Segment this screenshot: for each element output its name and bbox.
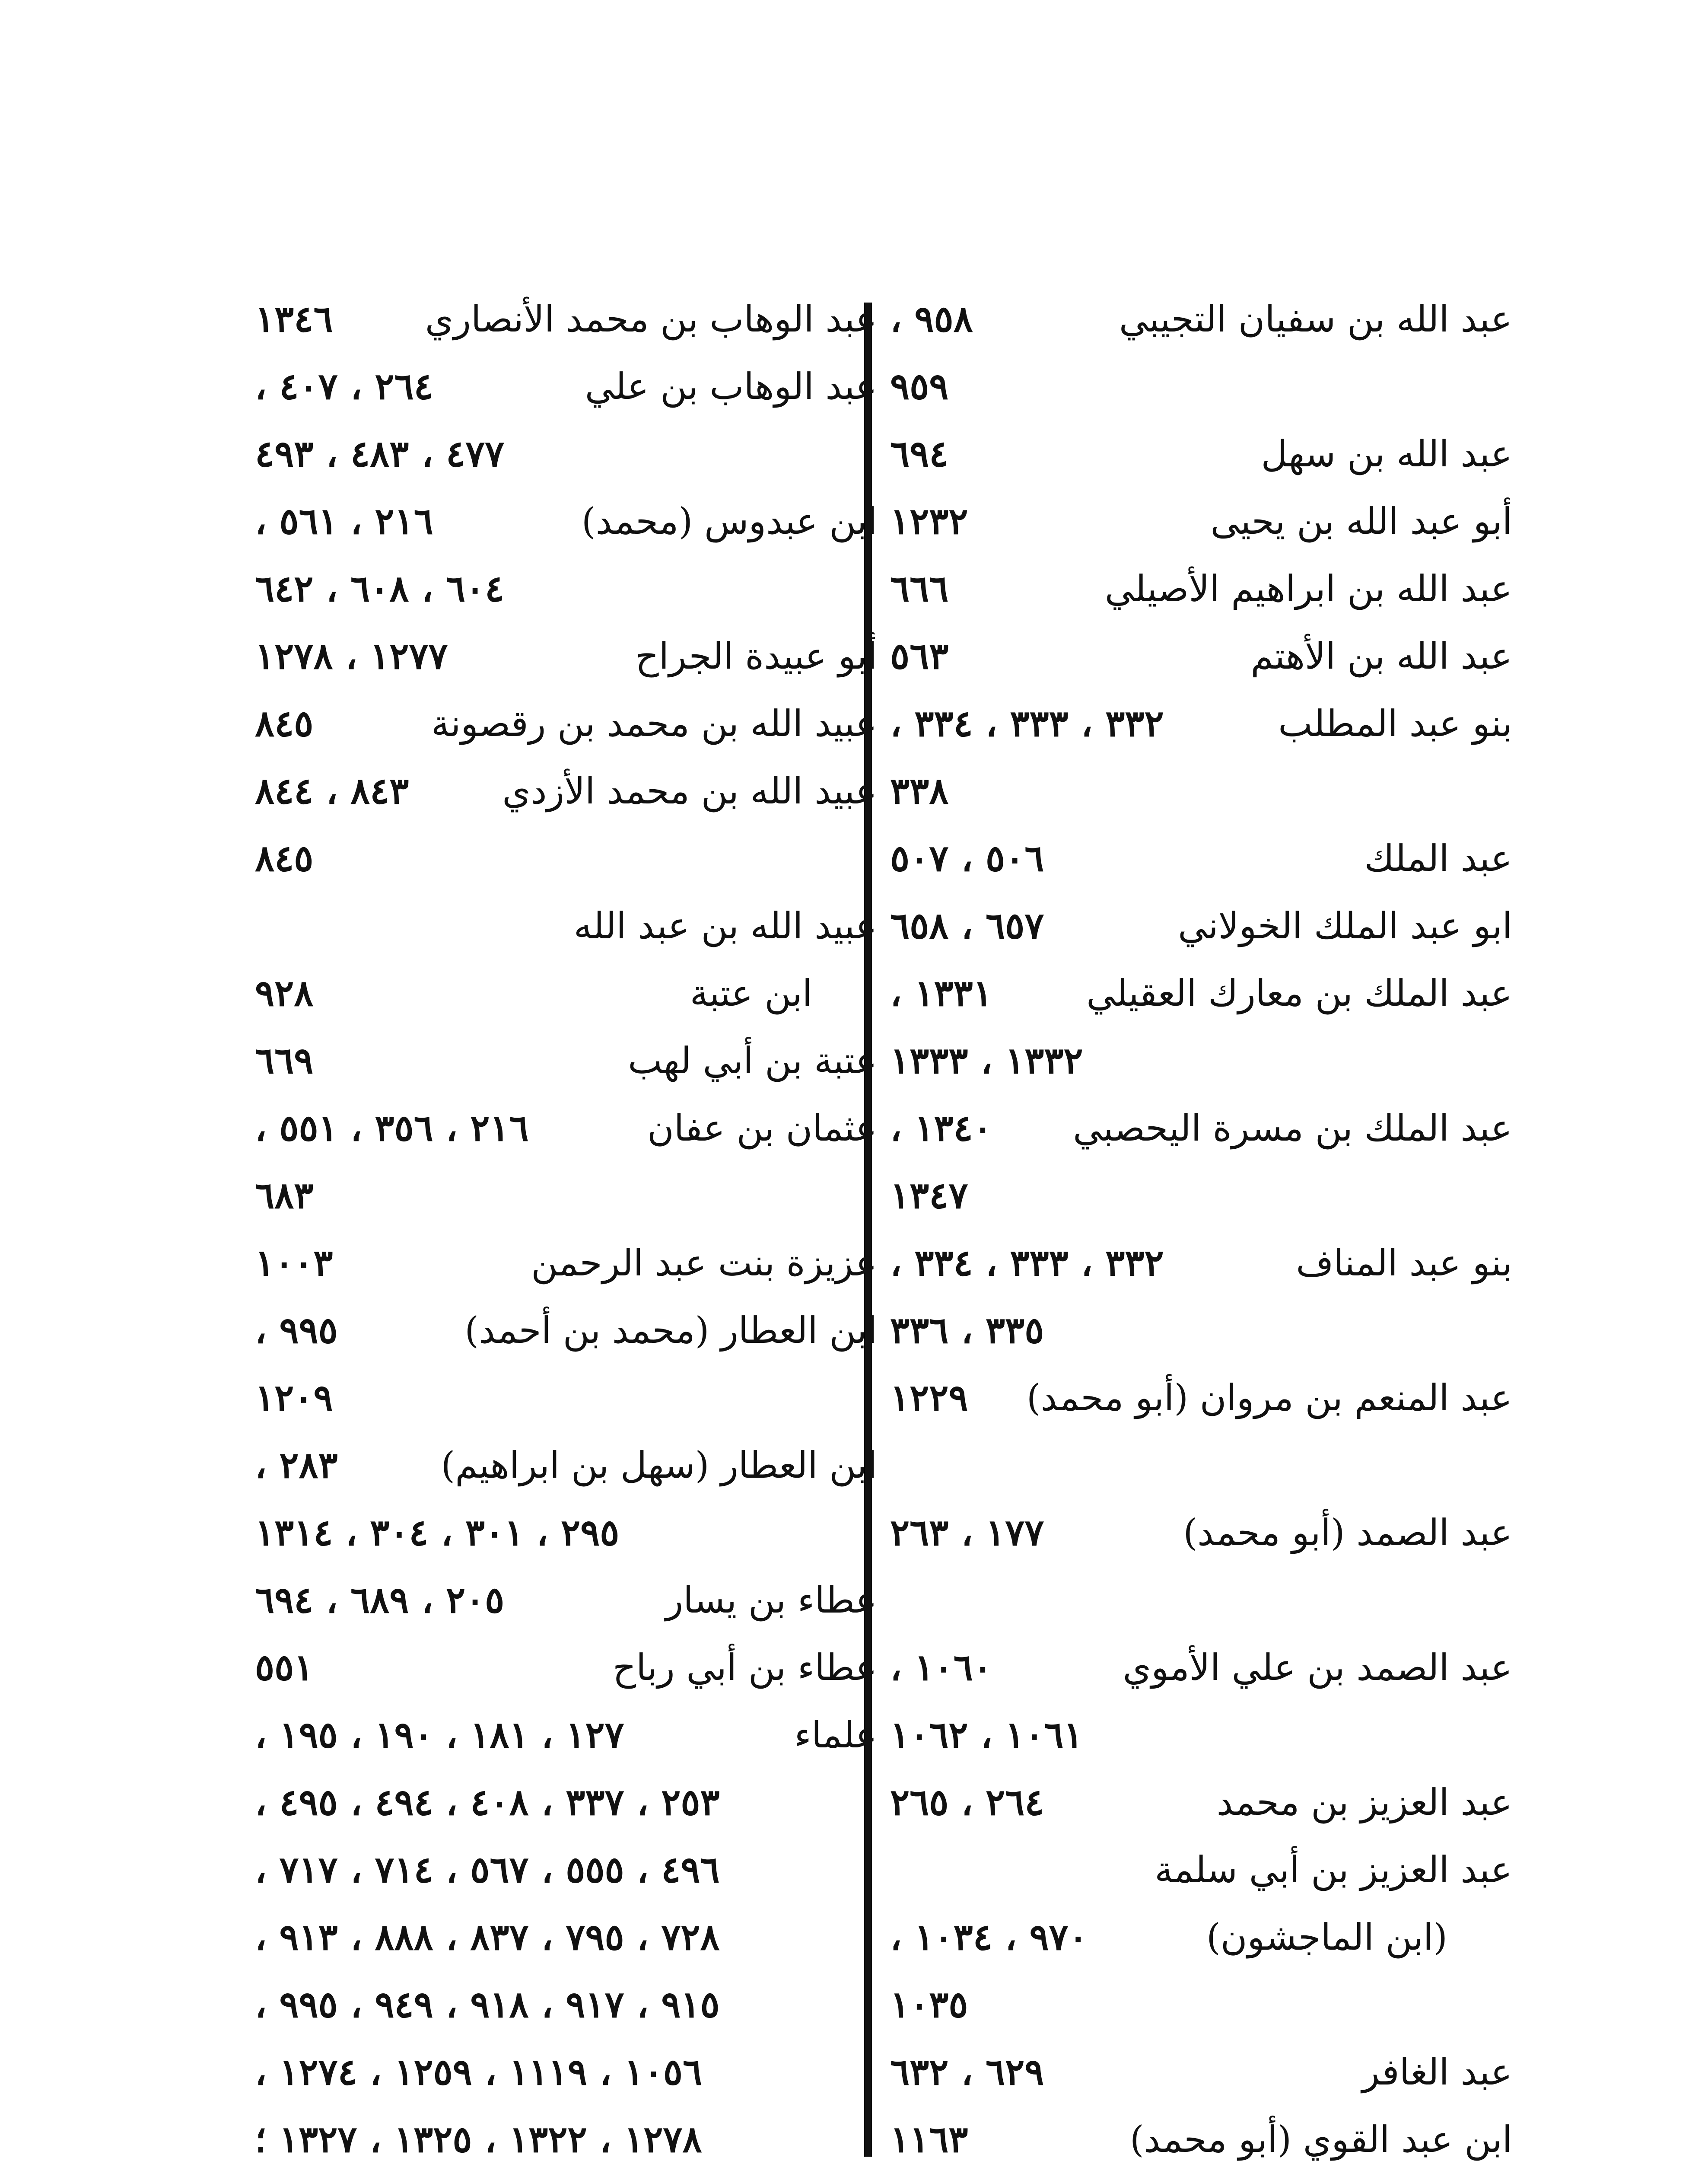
entry-name: عبد الله بن الأهتم — [1250, 635, 1512, 677]
entry-page-refs: ١٣٣٢ ، ١٣٣٣ — [890, 1039, 1083, 1082]
index-entry — [890, 1431, 1512, 1499]
entry-page-refs: ٨٤٥ — [255, 837, 314, 880]
entry-page-refs: ٧٢٨ ، ٧٩٥ ، ٨٣٧ ، ٨٨٨ ، ٩١٣ ، — [255, 1916, 720, 1958]
index-entry — [255, 825, 877, 892]
entry-page-refs: ٢١٦ ، ٥٦١ ، — [255, 500, 433, 542]
entry-name: ابو عبد الملك الخولاني — [1178, 905, 1512, 947]
index-entry — [890, 2106, 1512, 2161]
entry-page-refs: ٩٥٩ — [890, 365, 949, 408]
entry-page-refs: ٢٦٤ ، ٢٦٥ — [890, 1781, 1044, 1823]
entry-page-refs: ٥٠٦ ، ٥٠٧ — [890, 837, 1044, 880]
entry-name: عبد العزيز بن أبي سلمة — [1155, 1849, 1512, 1891]
entry-page-refs: ١٢٧ ، ١٨١ ، ١٩٠ ، ١٩٥ ، — [255, 1713, 624, 1756]
entry-page-refs: ١٠٦١ ، ١٠٦٢ — [890, 1713, 1083, 1756]
entry-page-refs: ١٢٢٩ — [890, 1376, 968, 1419]
entry-page-refs: ٨٤٥ — [255, 702, 314, 745]
entry-name: عبد المنعم بن مروان (أبو محمد) — [1026, 1377, 1512, 1419]
entry-page-refs: ٦٦٩ — [255, 1039, 314, 1082]
entry-page-refs: ١٠٠٣ — [255, 1241, 333, 1284]
entry-page-refs: ٤٩٦ ، ٥٥٥ ، ٥٦٧ ، ٧١٤ ، ٧١٧ ، — [255, 1848, 720, 1891]
entry-page-refs: ١٠٥٦ ، ١١١٩ ، ١٢٥٩ ، ١٢٧٤ ، — [255, 2050, 703, 2093]
index-entry — [255, 488, 877, 555]
index-entry — [255, 1971, 877, 2038]
index-entry — [890, 1094, 1512, 1162]
index-entry — [890, 285, 1512, 353]
entry-name: عبد الله بن ابراهيم الأصيلي — [1104, 567, 1512, 610]
index-entry — [255, 1903, 877, 1971]
entry-name: عبد الله بن سفيان التجيبي — [1119, 298, 1512, 340]
index-entry — [255, 1229, 877, 1297]
entry-page-refs: ٢١٦ ، ٣٥٦ ، ٥٥١ ، — [255, 1106, 529, 1149]
entry-page-refs: ١٧٧ ، ٢٦٣ — [890, 1511, 1044, 1554]
entry-page-refs: ١٣٤٦ — [255, 297, 333, 340]
entry-page-refs: ٦٨٣ — [255, 1174, 314, 1217]
entry-page-refs: ٦٦٦ — [890, 567, 949, 610]
index-entry — [890, 1229, 1512, 1297]
entry-page-refs: ٥٦٣ — [890, 634, 949, 677]
index-entry — [890, 622, 1512, 690]
entry-name: بنو عبد المطلب — [1278, 702, 1512, 745]
entry-page-refs: ٢٨٣ ، — [255, 1444, 338, 1486]
entry-name: ابن العطار (محمد بن أحمد) — [464, 1309, 877, 1351]
entry-page-refs: ١٣٣١ ، — [890, 972, 992, 1014]
index-entry — [255, 1566, 877, 1634]
entry-page-refs: ٦٥٧ ، ٦٥٨ — [890, 904, 1044, 947]
entry-page-refs: ٢٦٤ ، ٤٠٧ ، — [255, 365, 433, 408]
index-entry — [890, 1027, 1512, 1094]
entry-page-refs: ٣٣٢ ، ٣٣٣ ، ٣٣٤ ، — [890, 702, 1164, 745]
entry-page-refs: ٣٣٨ — [890, 769, 949, 812]
index-entry — [890, 1701, 1512, 1769]
index-entry — [255, 622, 877, 690]
entry-name: ابن عتبة — [690, 972, 812, 1014]
index-entry — [890, 1836, 1512, 1903]
index-entry — [890, 488, 1512, 555]
entry-page-refs: ٩٧٠ ، ١٠٣٤ ، — [890, 1916, 1088, 1958]
entry-page-refs: ٨٤٣ ، ٨٤٤ — [255, 769, 409, 812]
index-entry — [255, 1094, 877, 1162]
index-entry — [255, 1499, 877, 1566]
index-entry — [255, 2038, 877, 2106]
index-entry — [255, 353, 877, 420]
index-entry — [890, 1297, 1512, 1364]
entry-name: عزيزة بنت عبد الرحمن — [531, 1242, 877, 1284]
entry-name: عثمان بن عفان — [647, 1107, 877, 1149]
entry-page-refs: ١٠٣٥ — [890, 1983, 968, 2026]
entry-page-refs: ٥٥١ — [255, 1646, 314, 1689]
entry-name: عبد الغافر — [1362, 2051, 1512, 2093]
index-entry — [255, 1297, 877, 1364]
index-entry — [890, 892, 1512, 959]
entry-name: عبيد الله بن محمد بن رقصونة — [431, 702, 877, 745]
entry-name: أبو عبيدة الجراح — [635, 635, 877, 677]
entry-page-refs: ٦٢٩ ، ٦٣٢ — [890, 2050, 1044, 2093]
entry-name: عبيد الله بن عبد الله — [573, 905, 877, 947]
entry-name: أبو عبد الله بن يحيى — [1210, 500, 1512, 542]
entry-name: عطاء بن أبي رباح — [612, 1646, 877, 1689]
index-entry — [890, 1769, 1512, 1836]
index-entry — [890, 1634, 1512, 1701]
index-entry — [255, 1431, 877, 1499]
index-entry — [890, 1162, 1512, 1229]
index-entry — [255, 757, 877, 825]
index-entry — [255, 285, 877, 353]
index-entry — [890, 1364, 1512, 1431]
index-entry — [255, 1162, 877, 1229]
index-entry — [890, 825, 1512, 892]
index-entry — [255, 1769, 877, 1836]
entry-page-refs: ٦٩٤ — [890, 432, 949, 475]
index-entry — [255, 1027, 877, 1094]
index-entry — [255, 555, 877, 622]
entry-page-refs: ١٠٦٠ ، — [890, 1646, 992, 1689]
entry-name: عبد العزيز بن محمد — [1216, 1781, 1512, 1823]
index-entry — [890, 555, 1512, 622]
entry-page-refs: ١٢٠٩ — [255, 1376, 333, 1419]
entry-name: عبد الصمد (أبو محمد) — [1183, 1511, 1512, 1554]
entry-page-refs: ١٣٤٧ — [890, 1174, 968, 1217]
entry-page-refs: ٣٣٥ ، ٣٣٦ — [890, 1309, 1044, 1351]
entry-name: (ابن الماجشون) — [1206, 1916, 1447, 1958]
index-entry — [890, 420, 1512, 488]
index-entry — [890, 690, 1512, 757]
entry-page-refs: ١١٦٣ — [890, 2118, 968, 2161]
entry-page-refs: ٩١٥ ، ٩١٧ ، ٩١٨ ، ٩٤٩ ، ٩٩٥ ، — [255, 1983, 720, 2026]
entry-page-refs: ٩٥٨ ، — [890, 297, 973, 340]
entry-name: عبد الملك — [1364, 837, 1512, 880]
entry-name: عبد الوهاب بن محمد الأنصاري — [425, 298, 877, 340]
entry-page-refs: ٣٣٢ ، ٣٣٣ ، ٣٣٤ ، — [890, 1241, 1164, 1284]
entry-page-refs: ٢٥٣ ، ٣٣٧ ، ٤٠٨ ، ٤٩٤ ، ٤٩٥ ، — [255, 1781, 720, 1823]
entry-page-refs: ٦٠٤ ، ٦٠٨ ، ٦٤٢ — [255, 567, 505, 610]
entry-name: عبد الملك بن مسرة اليحصبي — [1073, 1107, 1512, 1149]
index-entry — [890, 959, 1512, 1027]
index-entry — [890, 1971, 1512, 2038]
entry-name: عبد الله بن سهل — [1261, 433, 1512, 475]
entry-name: عبيد الله بن محمد الأزدي — [502, 770, 877, 812]
entry-page-refs: ٤٧٧ ، ٤٨٣ ، ٤٩٣ — [255, 432, 505, 475]
index-entry — [890, 757, 1512, 825]
entry-page-refs: ١٢٧٨ ، ١٣٢٢ ، ١٣٢٥ ، ١٣٢٧ ؛ — [255, 2118, 702, 2161]
index-entry — [255, 892, 877, 959]
entry-name: عبد الملك بن معارك العقيلي — [1086, 972, 1512, 1014]
index-entry — [890, 1903, 1512, 1971]
index-entry — [255, 420, 877, 488]
index-entry — [890, 1499, 1512, 1566]
index-entry — [255, 1364, 877, 1431]
index-entry — [890, 2038, 1512, 2106]
entry-page-refs: ٩٩٥ ، — [255, 1309, 338, 1351]
index-entry — [255, 690, 877, 757]
index-entry — [255, 1836, 877, 1903]
entry-page-refs: ٢٩٥ ، ٣٠١ ، ٣٠٤ ، ١٣١٤ — [255, 1511, 620, 1554]
entry-name: عتبة بن أبي لهب — [628, 1039, 877, 1082]
entry-name: عبد الوهاب بن علي — [585, 365, 877, 408]
index-entry — [255, 1634, 877, 1701]
left-column — [255, 285, 877, 2161]
entry-page-refs: ١٢٣٢ — [890, 500, 968, 542]
entry-name: عبد الصمد بن علي الأموي — [1123, 1646, 1512, 1689]
entry-page-refs: ٢٠٥ ، ٦٨٩ ، ٦٩٤ — [255, 1578, 505, 1621]
entry-name: عطاء بن يسار — [665, 1579, 877, 1621]
index-entry — [890, 353, 1512, 420]
entry-page-refs: ١٣٤٠ ، — [890, 1106, 992, 1149]
entry-page-refs: ٩٢٨ — [255, 972, 314, 1014]
index-entry — [890, 1566, 1512, 1634]
entry-name: بنو عبد المناف — [1296, 1242, 1512, 1284]
entry-name: ابن العطار (سهل بن ابراهيم) — [441, 1444, 877, 1486]
index-entry — [255, 2106, 877, 2161]
entry-name: ابن عبد القوي (أبو محمد) — [1129, 2118, 1512, 2161]
entry-name: علماء — [794, 1714, 877, 1756]
entry-page-refs: ١٢٧٧ ، ١٢٧٨ — [255, 634, 448, 677]
index-entry — [255, 1701, 877, 1769]
right-column — [890, 285, 1512, 2161]
index-entry — [255, 959, 877, 1027]
entry-name: ابن عبدوس (محمد) — [581, 500, 877, 542]
